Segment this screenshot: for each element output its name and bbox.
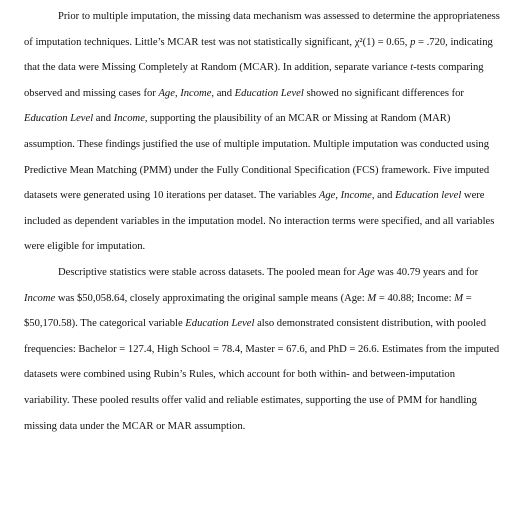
italic-term: Education Level	[24, 113, 94, 125]
document-body	[24, 4, 500, 439]
paragraph-descriptive-statistics	[24, 260, 500, 439]
italic-term: Education Level	[234, 87, 304, 99]
text-run: ,	[335, 190, 341, 202]
text-run: , and	[211, 87, 235, 99]
italic-term: Age	[358, 266, 375, 278]
text-run: ,	[174, 87, 181, 99]
text-run: -tests comparing observed and missing cases for	[24, 62, 484, 99]
italic-term: t	[410, 62, 414, 74]
text-run: Descriptive statistics were stable across datasets. The pooled mean for	[58, 266, 359, 278]
italic-term: Education Level	[185, 318, 255, 330]
italic-term: Income	[180, 87, 212, 99]
italic-term: Age	[318, 190, 336, 202]
text-run: were included as dependent variables in the imputation model. No interaction terms were specified, and all variables were eligible for imputation.	[24, 190, 495, 253]
italic-term: Income	[340, 190, 372, 202]
italic-term: M	[454, 292, 464, 304]
italic-term: Income	[24, 292, 56, 304]
text-run: was 40.79 years and for	[374, 266, 479, 278]
paragraph-imputation-method	[24, 4, 500, 260]
text-run: , and	[371, 190, 396, 202]
italic-term: Income	[113, 113, 145, 125]
text-run: showed no significant differences for	[303, 87, 464, 99]
text-run: = .720, indicating that the data were Missing Completely at Random (MCAR). In addition, separate variance	[24, 36, 493, 74]
italic-term: Age	[158, 87, 175, 99]
text-run: was $50,058.64, closely approximating the original sample means (Age:	[55, 292, 368, 304]
text-run: , supporting the plausibility of an MCAR or Missing at Random (MAR) assumption. These findings justified the use of multiple imputation. Multiple imputation was conducted using Predictive Mean Matching (PMM) under the Fully Conditional Specification (FCS) framework. Five imputed datasets were generated using 10 iterations per dataset. The variables	[24, 113, 490, 202]
text-run: = $50,170.58). The categorical variable	[24, 292, 472, 330]
text-run: = 40.88; Income:	[376, 292, 455, 304]
italic-term: M	[367, 292, 377, 304]
text-run: and	[93, 113, 114, 125]
italic-term: Education level	[395, 190, 462, 202]
text-run: also demonstrated consistent distribution, with pooled frequencies: Bachelor = 127.4, High School = 78.4, Master = 67.6, and PhD = 26.6. Estimates from the imputed datasets were combined using Rubin’s Rules, which account for both within- and between-imputation variability. These pooled results offer valid and reliable estimates, supporting the use of PMM for handling missing data under the MCAR or MAR assumption.	[24, 318, 500, 432]
italic-term: p	[410, 36, 416, 48]
text-run: Prior to multiple imputation, the missing data mechanism was assessed to determine the appropriateness of imputation techniques. Little’s MCAR test was not statistically significant, χ²(1) = 0.65,	[24, 11, 500, 48]
